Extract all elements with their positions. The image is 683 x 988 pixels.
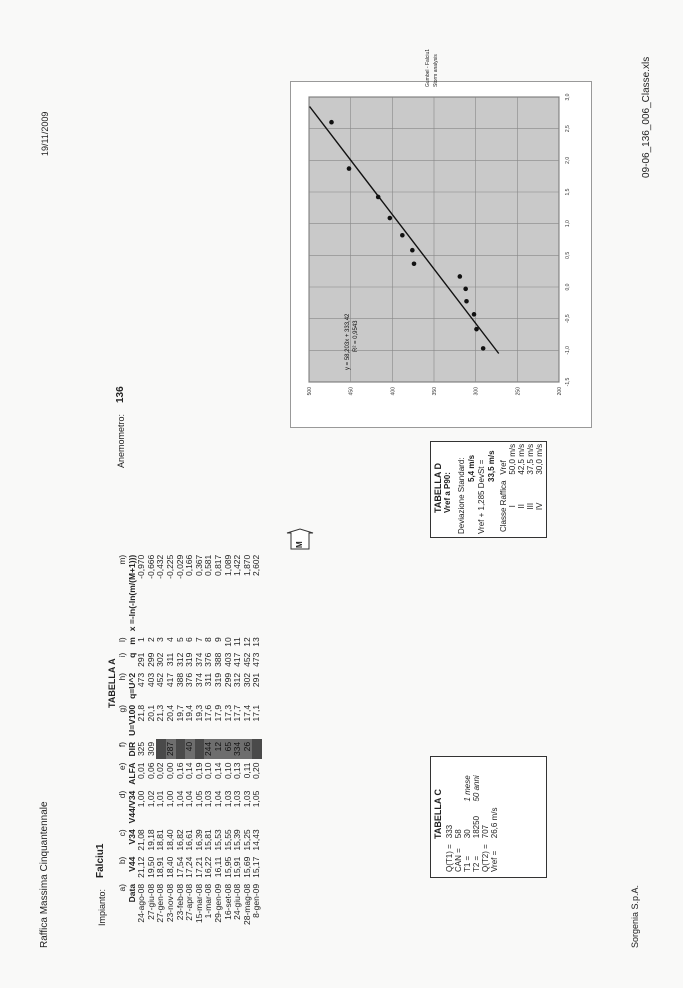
tabella-c-cell: T1 = [463, 855, 472, 872]
table-cell: 27-gen-08 [155, 883, 166, 923]
class-cell: 50,0 m/s [508, 443, 517, 475]
table-cell: 13 [251, 637, 262, 647]
col-letter: m) [117, 554, 127, 565]
col-name: V34 [126, 829, 137, 845]
table-cell: 0,13 [232, 762, 243, 780]
tabella-c-cell: Q(T1) = [445, 844, 454, 872]
table-cell: 452 [241, 652, 252, 667]
col-name: m [126, 637, 137, 645]
table-cell: 319 [212, 672, 223, 688]
class-header [499, 441, 508, 535]
x-tick-label: 3,0 [565, 93, 571, 101]
table-cell: 319 [184, 652, 195, 667]
x-tick-label: 1,0 [565, 220, 571, 228]
table-cell: 1,03 [222, 790, 233, 808]
table-cell: 4 [164, 637, 175, 642]
table-cell: 1,00 [136, 790, 147, 808]
table-cell: 24-giu-08 [232, 883, 243, 920]
table-cell: 17,3 [222, 704, 233, 722]
table-cell: 452 [155, 672, 166, 688]
table-cell: 26 [243, 739, 253, 760]
table-cell: 15,55 [222, 829, 233, 851]
table-cell: 0,14 [184, 762, 195, 780]
table-cell: 28-mag-08 [241, 883, 252, 925]
y-tick-label: 450 [348, 387, 355, 396]
table-cell: 15,53 [212, 829, 223, 851]
table-cell: 16-set-08 [222, 883, 233, 920]
table-cell: 17,7 [232, 704, 243, 722]
table-cell: 299 [222, 672, 233, 688]
class-row [508, 441, 517, 535]
table-cell: 287 [166, 739, 176, 760]
tabella-c-table [445, 772, 499, 875]
tabella-c-cell: 333 [445, 824, 454, 839]
table-cell: 0,16 [174, 762, 185, 780]
table-cell: 29-gen-09 [212, 883, 223, 923]
table-cell: 19,3 [193, 704, 204, 722]
data-point [458, 274, 463, 279]
table-cell: 15,39 [232, 829, 243, 851]
table-cell: -0,225 [164, 554, 175, 579]
table-cell: 0,01 [136, 762, 147, 780]
table-cell: 0,00 [164, 762, 175, 780]
tabella-d-title: TABELLA D [433, 463, 443, 513]
table-cell: 291 [251, 672, 262, 688]
table-cell: 417 [232, 652, 243, 667]
table-cell: 1,04 [212, 790, 223, 808]
col-name: ALFA [126, 762, 137, 785]
table-cell: 0,10 [222, 762, 233, 780]
table-cell: 1,870 [241, 554, 252, 577]
tabella-c-cell: 26,6 m/s [490, 807, 499, 839]
x-tick-label: -0,5 [565, 314, 571, 323]
tabella-c-cell: Vref = [490, 850, 499, 872]
tabella-c-cell: Q(T2) = [481, 844, 490, 872]
table-cell: 7 [193, 637, 204, 642]
col-letter: g) [117, 704, 127, 713]
table-cell: 19,7 [174, 704, 185, 722]
table-cell: 473 [251, 652, 262, 667]
table-cell: 19,18 [145, 829, 156, 851]
anemometro-value: 136 [115, 386, 126, 403]
table-cell: 19,4 [184, 704, 195, 722]
table-cell: 15-mar-08 [193, 883, 204, 924]
tabella-c-cell [490, 772, 499, 804]
table-cell: -0,970 [136, 554, 147, 579]
table-cell: 12 [241, 637, 252, 647]
col-name: q=U^2 [126, 672, 137, 699]
table-cell: 20,4 [164, 704, 175, 722]
table-cell: 0,14 [212, 762, 223, 780]
tabella-c-cell: 1 mese [463, 775, 472, 802]
table-cell: 21,12 [136, 856, 147, 878]
class-row [526, 441, 535, 535]
data-point [463, 287, 468, 292]
table-cell: 10 [222, 637, 233, 647]
data-point [474, 327, 479, 332]
table-cell: 21,8 [136, 704, 147, 722]
class-row [535, 441, 544, 535]
table-cell: 312 [232, 672, 243, 688]
tabella-c-cell: 30 [463, 829, 472, 839]
equation-label: y = 58,203x + 333,42 [345, 313, 351, 370]
data-point [376, 195, 381, 200]
table-cell: 15,69 [241, 856, 252, 878]
data-point [464, 299, 469, 304]
table-cell: 388 [174, 672, 185, 688]
table-cell: 2,602 [251, 554, 262, 577]
tabella-c-cell: 50 anni [472, 775, 481, 802]
table-cell: 6 [184, 637, 195, 642]
tabella-a [118, 552, 262, 928]
table-cell: 16,39 [193, 829, 204, 851]
tabella-c-cell: T2 = [472, 855, 481, 872]
table-cell: 0,581 [203, 554, 214, 577]
table-cell: 20,1 [145, 704, 156, 722]
table-cell: 9 [212, 637, 223, 642]
table-cell: 11 [232, 637, 243, 647]
table-cell: 1,089 [222, 554, 233, 577]
table-cell: 0,19 [193, 762, 204, 780]
col-name: q [126, 652, 137, 658]
class-cell: IV [535, 502, 544, 511]
class-cell: 30,0 m/s [535, 443, 544, 475]
table-cell: 27-giu-08 [145, 883, 156, 920]
table-cell: 17,21 [193, 856, 204, 878]
table-cell: 302 [155, 652, 166, 667]
tabella-d [430, 441, 547, 538]
table-cell: 334 [233, 739, 243, 760]
table-cell: 15,81 [203, 829, 214, 851]
col-letter: f) [117, 741, 127, 748]
tabella-c-row [445, 772, 454, 875]
table-cell: 15,25 [241, 829, 252, 851]
tabella-c-cell: CAN = [454, 848, 463, 872]
table-cell: 0,11 [241, 762, 252, 779]
data-point [412, 261, 417, 266]
data-point [481, 346, 486, 351]
table-cell: 1,04 [184, 790, 195, 808]
table-cell: 244 [204, 739, 214, 760]
y-tick-label: 300 [473, 387, 480, 396]
impianto-value: Falciu1 [95, 843, 106, 878]
table-cell: 1,05 [193, 790, 204, 808]
table-cell: 21,08 [136, 829, 147, 851]
data-point [400, 233, 405, 238]
table-cell: 291 [136, 652, 147, 667]
gumbel-chart [290, 48, 592, 428]
table-cell: 1,05 [251, 790, 262, 808]
table-cell: 1,02 [145, 790, 156, 808]
table-cell: 12 [214, 739, 224, 760]
class-cell: II [517, 504, 526, 509]
company-name: Sorgenia S.p.A. [630, 884, 640, 948]
class-cell: 42,5 m/s [517, 443, 526, 475]
file-name: 09-06_136_006_Classe.xls [641, 56, 652, 178]
table-cell [252, 739, 262, 760]
tabella-c-cell: 58 [454, 829, 463, 839]
col-letter: d) [117, 790, 127, 799]
col-name: V44 [126, 856, 137, 872]
table-cell: 1 [136, 637, 147, 642]
tabella-c-cell: 18250 [472, 815, 481, 839]
data-point [472, 312, 477, 317]
table-cell: 376 [203, 652, 214, 667]
data-point [410, 248, 415, 253]
chart-subtitle: Storm analysis [433, 54, 439, 87]
tabella-c-row [463, 772, 472, 875]
chart-title: Gumbel - Falciu1 [425, 48, 431, 87]
table-cell: 1,00 [164, 790, 175, 808]
table-cell: 376 [184, 672, 195, 688]
x-tick-label: -1,0 [565, 346, 571, 355]
table-cell: 403 [145, 672, 156, 688]
table-cell: 17,54 [174, 856, 185, 878]
table-cell: 16,82 [174, 829, 185, 851]
table-cell: 311 [203, 672, 214, 687]
table-cell: 15,17 [251, 856, 262, 878]
table-cell: 325 [136, 741, 147, 757]
tabella-c [430, 756, 547, 878]
table-cell: 18,40 [164, 856, 175, 878]
x-tick-label: -1,5 [565, 377, 571, 387]
col-name: U=V100 [126, 704, 137, 736]
class-cell: 37,5 m/s [526, 443, 535, 475]
table-cell: 23-nov-08 [164, 883, 175, 923]
table-cell: 8 [203, 637, 214, 642]
table-cell: 8-gen-09 [251, 883, 262, 918]
table-cell: 403 [222, 652, 233, 667]
col-letter: b) [117, 856, 127, 865]
x-tick-label: 0,5 [565, 251, 571, 259]
table-cell: 388 [212, 652, 223, 667]
table-cell: 15,95 [222, 856, 233, 878]
m-marker-label: M [295, 541, 304, 548]
tabella-c-cell [445, 772, 454, 804]
col-name: x =-ln(-ln(m/(M+1))) [126, 554, 137, 632]
col-letter: c) [117, 829, 127, 837]
table-cell: 24-ago-08 [136, 883, 147, 923]
table-cell: -0,432 [155, 554, 166, 579]
col-name: V44/V34 [126, 790, 137, 824]
tabella-c-row [490, 772, 499, 875]
col-letter: h) [117, 672, 127, 681]
table-cell: 1,04 [174, 790, 185, 808]
table-cell: 17,4 [241, 704, 252, 722]
table-cell: 0,02 [155, 762, 166, 780]
table-cell: 16,11 [212, 856, 223, 878]
table-cell: 2 [145, 637, 156, 642]
table-cell: 299 [145, 652, 156, 667]
tabella-c-row [472, 772, 481, 875]
tabella-a-title: TABELLA A [107, 658, 117, 708]
print-date: 19/11/2009 [40, 111, 50, 156]
table-cell: 0,20 [251, 762, 262, 780]
table-cell: 311 [164, 652, 175, 667]
tabella-d-subtitle: Vref a P90: [443, 472, 452, 513]
table-cell: 18,91 [155, 856, 166, 878]
m-marker [285, 529, 315, 551]
r2-label: R² = 0,9543 [353, 320, 359, 352]
gumbel-chart-svg [291, 48, 591, 427]
data-point [388, 216, 393, 221]
class-header-cell: Vref [499, 460, 508, 475]
tabella-d-classes [499, 441, 544, 535]
class-header-cell: Classe Raffica [499, 480, 508, 532]
table-cell: 302 [241, 672, 252, 688]
class-cell: III [526, 502, 535, 510]
col-letter: a) [117, 883, 127, 892]
table-cell: 17,1 [251, 704, 262, 722]
class-cell: I [508, 505, 517, 508]
table-cell: 0,817 [212, 554, 223, 577]
tabella-c-title: TABELLA C [433, 789, 443, 839]
col-letter: i) [117, 652, 127, 658]
tabella-c-cell: 707 [481, 824, 490, 839]
table-cell: 23-feb-08 [174, 883, 185, 921]
table-cell: 18,81 [155, 829, 166, 851]
table-cell: 14,43 [251, 829, 262, 851]
vref-label: Vref + 1,285 DevSt = [477, 459, 486, 534]
col-letter: e) [117, 762, 127, 771]
table-cell: 0,367 [193, 554, 204, 577]
table-cell: 16,22 [203, 856, 214, 878]
x-tick-label: 0,0 [565, 283, 571, 291]
y-tick-label: 350 [432, 387, 438, 396]
data-point [329, 120, 334, 125]
table-cell: 18,40 [164, 829, 175, 851]
table-cell: 1,03 [232, 790, 243, 808]
table-cell: 1,422 [232, 554, 243, 577]
y-tick-label: 400 [390, 387, 397, 396]
table-cell: 17,9 [212, 704, 223, 722]
table-cell: 473 [136, 672, 147, 688]
table-cell: 17,6 [203, 704, 214, 722]
table-cell: 0,10 [203, 762, 214, 780]
tabella-c-cell [481, 772, 490, 804]
data-point [347, 166, 352, 171]
table-cell: 40 [185, 739, 195, 760]
table-cell: 21,3 [155, 704, 166, 722]
table-cell: 3 [155, 637, 166, 642]
table-cell: 19,50 [145, 856, 156, 878]
table-cell: 1,03 [241, 790, 252, 808]
col-name: Data [126, 883, 137, 903]
table-cell: 5 [174, 637, 185, 642]
page-title: Raffica Massima Cinquantennale [39, 801, 50, 948]
table-cell: 374 [193, 652, 204, 667]
x-tick-label: 1,5 [565, 188, 571, 196]
anemometro-label: Anemometro: [116, 413, 126, 468]
table-cell: -0,029 [174, 554, 185, 579]
table-cell: 15,91 [232, 856, 243, 878]
table-cell: 1,01 [155, 790, 166, 808]
dev-label: Deviazione Standard: [457, 457, 466, 534]
table-cell: 17,24 [184, 856, 195, 878]
table-cell: 1,03 [203, 790, 214, 808]
vref-value: 33,5 m/s [487, 450, 496, 482]
y-tick-label: 250 [515, 387, 522, 396]
y-tick-label: 500 [307, 387, 313, 396]
table-cell: 16,61 [184, 829, 195, 851]
tabella-c-cell [454, 772, 463, 804]
table-cell: 374 [193, 672, 204, 688]
table-cell: 1-mar-08 [203, 883, 214, 919]
class-row [517, 441, 526, 535]
table-cell: 65 [224, 739, 234, 760]
y-tick-label: 200 [557, 387, 563, 396]
x-tick-label: 2,5 [565, 125, 571, 133]
table-cell: 0,06 [145, 762, 156, 780]
impianto-label: Impianto: [97, 888, 107, 926]
dev-value: 5,4 m/s [467, 454, 476, 482]
col-letter: l) [117, 637, 127, 642]
tabella-c-row [454, 772, 463, 875]
table-row [252, 552, 262, 928]
table-cell: 0,166 [184, 554, 195, 577]
x-tick-label: 2,0 [565, 156, 571, 164]
tabella-c-row [481, 772, 490, 875]
table-cell: 309 [145, 741, 156, 757]
table-cell: -0,666 [145, 554, 156, 579]
col-name: DIR [126, 741, 137, 757]
table-cell: 27-apr-08 [184, 883, 195, 921]
table-cell: 312 [174, 652, 185, 667]
table-cell: 417 [164, 672, 175, 688]
